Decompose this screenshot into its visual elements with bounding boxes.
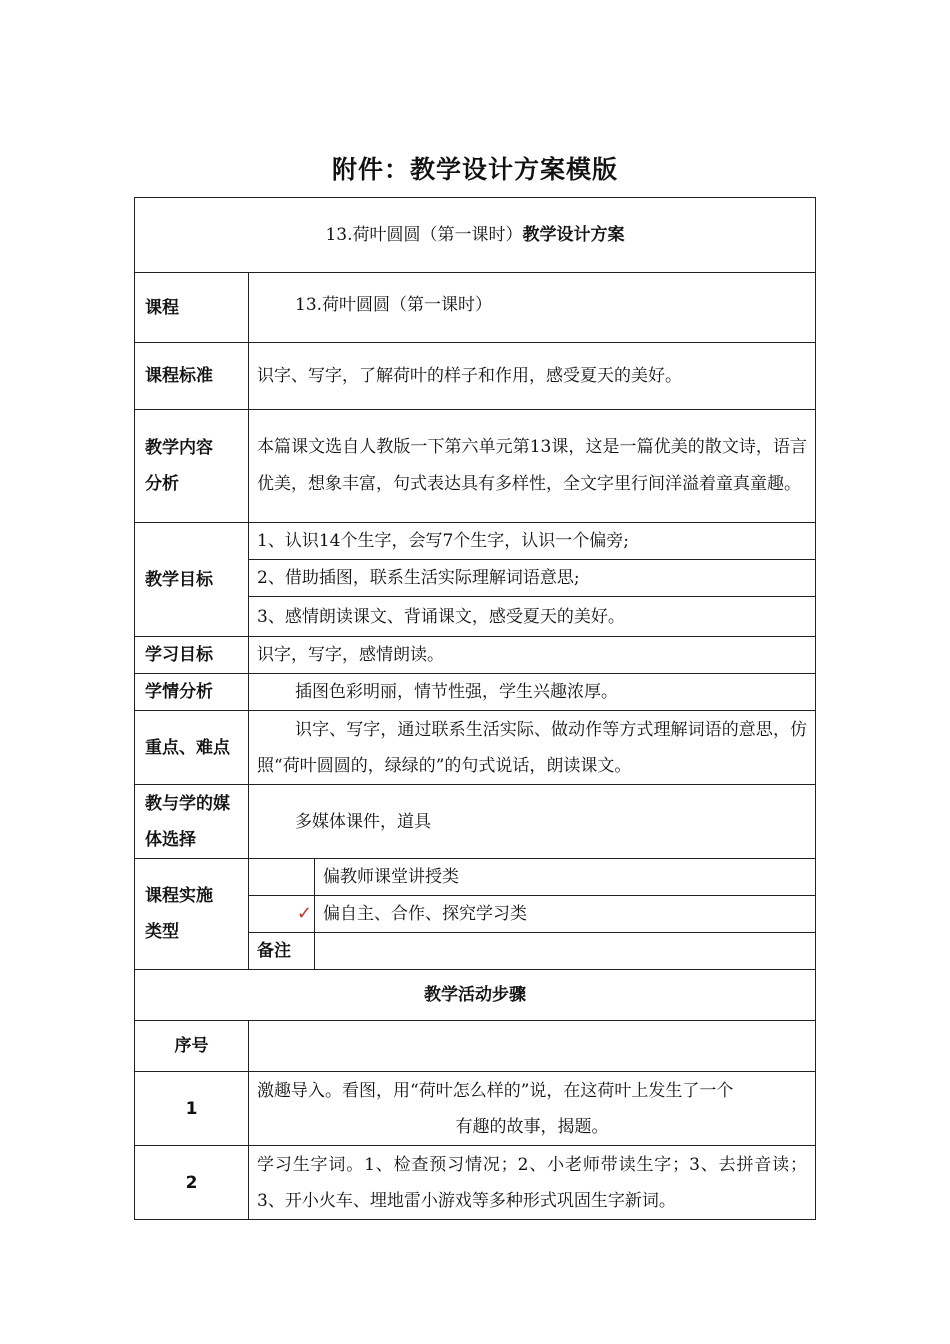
course-type-label bbox=[135, 859, 249, 970]
lesson-plan-table bbox=[134, 197, 816, 1220]
plan-header-suffix: 教学设计方案 bbox=[522, 225, 625, 245]
media-label bbox=[135, 785, 249, 859]
learner-analysis-value: 插图色彩明丽，情节性强，学生兴趣浓厚。 bbox=[249, 674, 816, 711]
key-points-label: 重点、难点 bbox=[135, 711, 249, 785]
remark-label: 备注 bbox=[249, 933, 315, 970]
row-standard bbox=[135, 343, 816, 410]
media-label-line1: 教与学的媒 bbox=[145, 793, 230, 814]
plan-header-prefix: 13.荷叶圆圆（第一课时） bbox=[325, 225, 523, 245]
checkmark-icon: ✓ bbox=[296, 903, 312, 924]
plan-header-cell bbox=[135, 198, 816, 273]
row-learning-goals bbox=[135, 637, 816, 674]
type-option-label: 偏自主、合作、探究学习类 bbox=[315, 896, 816, 933]
step-text-line2: 有趣的故事，揭题。 bbox=[455, 1116, 609, 1137]
teaching-goal-item: 1、认识14个生字，会写7个生字，认识一个偏旁; bbox=[249, 523, 816, 560]
teaching-goals-label: 教学目标 bbox=[135, 523, 249, 637]
row-learner-analysis bbox=[135, 674, 816, 711]
step-row bbox=[135, 1146, 816, 1220]
course-label: 课程 bbox=[135, 273, 249, 343]
type-option-check-cell[interactable] bbox=[249, 896, 315, 933]
learning-goals-label: 学习目标 bbox=[135, 637, 249, 674]
row-course bbox=[135, 273, 816, 343]
step-text bbox=[249, 1072, 816, 1146]
key-points-value: 识字、写字，通过联系生活实际、做动作等方式理解词语的意思，仿照“荷叶圆圆的，绿绿的”的句式说话，朗读课文。 bbox=[249, 711, 816, 785]
document-title: 附件：教学设计方案模版 bbox=[331, 155, 618, 184]
course-type-label-line1: 课程实施 bbox=[145, 886, 213, 906]
content-analysis-value: 本篇课文选自人教版一下第六单元第13课，这是一篇优美的散文诗，语言优美，想象丰富，句式表达具有多样性，全文字里行间洋溢着童真童趣。 bbox=[249, 410, 816, 523]
row-goal-1 bbox=[135, 523, 816, 560]
learner-analysis-label: 学情分析 bbox=[135, 674, 249, 711]
row-steps-title bbox=[135, 970, 816, 1021]
type-option-check-cell[interactable] bbox=[249, 859, 315, 896]
course-type-label-line2: 类型 bbox=[145, 922, 179, 942]
step-content-header bbox=[249, 1021, 816, 1072]
media-value: 多媒体课件，道具 bbox=[249, 785, 816, 859]
plan-header-row bbox=[135, 198, 816, 273]
step-number: 1 bbox=[135, 1072, 249, 1146]
learning-goals-value: 识字，写字，感情朗读。 bbox=[249, 637, 816, 674]
type-option-label: 偏教师课堂讲授类 bbox=[315, 859, 816, 896]
teaching-goal-item: 3、感情朗读课文、背诵课文，感受夏天的美好。 bbox=[249, 597, 816, 637]
content-analysis-label-line2: 分析 bbox=[145, 474, 179, 494]
step-number-header: 序号 bbox=[135, 1021, 249, 1072]
remark-value bbox=[315, 933, 816, 970]
row-key-points bbox=[135, 711, 816, 785]
step-text-line1: 激趣导入。看图，用“荷叶怎么样的”说，在这荷叶上发生了一个 bbox=[257, 1080, 734, 1101]
course-value: 13.荷叶圆圆（第一课时） bbox=[249, 273, 816, 343]
media-label-line2: 体选择 bbox=[145, 829, 196, 850]
content-analysis-label-line1: 教学内容 bbox=[145, 438, 213, 458]
step-text: 学习生字词。1、检查预习情况；2、小老师带读生字；3、去拼音读；3、开小火车、埋地雷小游戏等多种形式巩固生字新词。 bbox=[249, 1146, 816, 1220]
step-number: 2 bbox=[135, 1146, 249, 1220]
steps-title: 教学活动步骤 bbox=[135, 970, 816, 1021]
row-media bbox=[135, 785, 816, 859]
row-steps-header bbox=[135, 1021, 816, 1072]
row-content-analysis bbox=[135, 410, 816, 523]
content-analysis-label bbox=[135, 410, 249, 523]
standard-value: 识字、写字，了解荷叶的样子和作用，感受夏天的美好。 bbox=[249, 343, 816, 410]
teaching-goal-item: 2、借助插图，联系生活实际理解词语意思; bbox=[249, 560, 816, 597]
row-type-option-1 bbox=[135, 859, 816, 896]
step-row bbox=[135, 1072, 816, 1146]
standard-label: 课程标准 bbox=[135, 343, 249, 410]
